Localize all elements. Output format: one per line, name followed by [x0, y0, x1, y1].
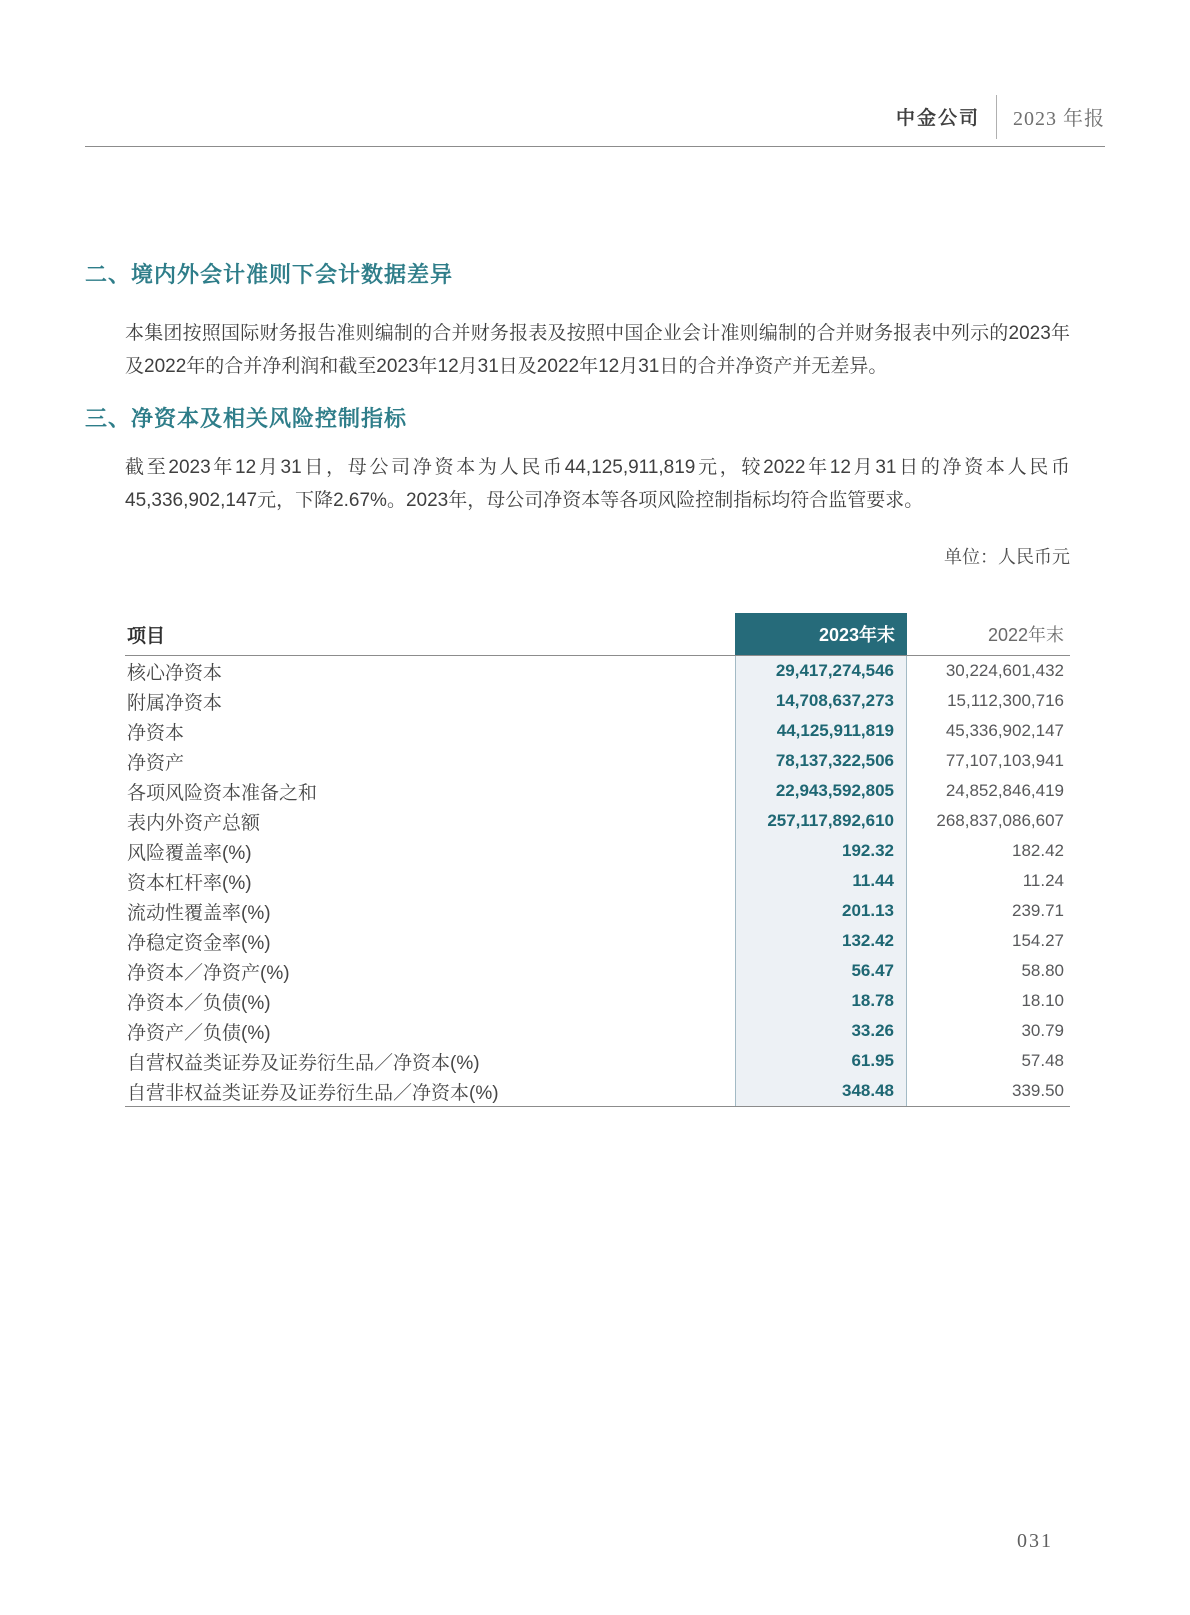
table-row: [125, 896, 1070, 926]
row-value-2022: 30,224,601,432: [945, 661, 1064, 680]
row-value-2022: 18.10: [1021, 991, 1064, 1010]
table-row: [125, 836, 1070, 866]
row-value-2023: 11.44: [735, 866, 907, 896]
row-value-2023: 348.48: [735, 1076, 907, 1106]
row-item-label: 各项风险资本准备之和: [127, 782, 318, 804]
row-item-label: 净资产: [127, 752, 185, 774]
row-value-2022: 77,107,103,941: [945, 751, 1064, 770]
row-value-2023: 78,137,322,506: [735, 746, 907, 776]
column-header-item: 项目: [127, 625, 166, 647]
section-paragraph-accounting-differences: 本集团按照国际财务报告准则编制的合并财务报表及按照中国企业会计准则编制的合并财务报表中列示的2023年及2022年的合并净利润和截至2023年12月31日及2022年12月31日的合并净资产并无差异。: [125, 323, 1070, 377]
table-body: [125, 656, 1070, 1107]
row-item-label: 附属净资本: [127, 692, 223, 714]
row-value-2022: 30.79: [1021, 1021, 1064, 1040]
row-item-label: 净资本／负债(%): [127, 992, 271, 1014]
company-name: 中金公司: [895, 108, 980, 129]
row-value-2022: 268,837,086,607: [936, 811, 1064, 830]
page-content: [85, 147, 1105, 1107]
table-row: [125, 1016, 1070, 1046]
row-value-2022: 15,112,300,716: [947, 691, 1064, 710]
page-header: [85, 95, 1105, 147]
row-value-2023: 33.26: [735, 1016, 907, 1046]
row-item-label: 净稳定资金率(%): [127, 932, 271, 954]
row-item-label: 净资本: [127, 722, 185, 744]
row-item-label: 流动性覆盖率(%): [127, 902, 271, 924]
table-header-row: [125, 613, 1070, 656]
row-value-2022: 45,336,902,147: [945, 721, 1064, 740]
row-value-2022: 57.48: [1021, 1051, 1064, 1070]
table-row: [125, 806, 1070, 836]
row-item-label: 自营非权益类证券及证券衍生品／净资本(%): [127, 1082, 499, 1104]
table-row: [125, 926, 1070, 956]
table-row: [125, 716, 1070, 746]
table-row: [125, 656, 1070, 686]
table-row: [125, 1076, 1070, 1106]
row-value-2022: 24,852,846,419: [945, 781, 1064, 800]
row-value-2023: 22,943,592,805: [735, 776, 907, 806]
section-heading-accounting-differences: 二、境内外会计准则下会计数据差异: [85, 262, 454, 287]
table-row: [125, 956, 1070, 986]
row-value-2023: 132.42: [735, 926, 907, 956]
row-item-label: 净资产／负债(%): [127, 1022, 271, 1044]
row-value-2023: 29,417,274,546: [735, 656, 907, 686]
row-value-2023: 14,708,637,273: [735, 686, 907, 716]
header-divider: [996, 95, 997, 139]
row-item-label: 核心净资本: [127, 662, 223, 684]
table-row: [125, 686, 1070, 716]
report-title: 2023 年报: [1013, 108, 1105, 130]
row-value-2023: 61.95: [735, 1046, 907, 1076]
column-header-2022: 2022年末: [987, 625, 1064, 645]
row-item-label: 资本杠杆率(%): [127, 872, 252, 894]
section-heading-net-capital: 三、净资本及相关风险控制指标: [85, 406, 408, 431]
row-item-label: 表内外资产总额: [127, 812, 261, 834]
row-value-2023: 56.47: [735, 956, 907, 986]
row-value-2023: 201.13: [735, 896, 907, 926]
page-number: 031: [1017, 1530, 1053, 1552]
row-value-2023: 18.78: [735, 986, 907, 1016]
row-value-2022: 11.24: [1022, 871, 1064, 890]
row-item-label: 风险覆盖率(%): [127, 842, 252, 864]
table-unit-label: 单位：人民币元: [944, 547, 1070, 567]
table-row: [125, 1046, 1070, 1076]
row-value-2023: 44,125,911,819: [735, 716, 907, 746]
row-value-2022: 239.71: [1012, 901, 1064, 920]
table-row: [125, 986, 1070, 1016]
row-item-label: 净资本／净资产(%): [127, 962, 290, 984]
row-value-2022: 339.50: [1012, 1081, 1064, 1100]
table-row: [125, 776, 1070, 806]
row-value-2022: 58.80: [1021, 961, 1064, 980]
section-paragraph-net-capital: 截至2023年12月31日，母公司净资本为人民币44,125,911,819元，较2022年12月31日的净资本人民币45,336,902,147元，下降2.67%。2023年，母公司净资本等各项风险控制指标均符合监管要求。: [125, 457, 1070, 511]
row-value-2023: 192.32: [735, 836, 907, 866]
row-value-2022: 182.42: [1012, 841, 1064, 860]
row-item-label: 自营权益类证券及证券衍生品／净资本(%): [127, 1052, 480, 1074]
row-value-2023: 257,117,892,610: [735, 806, 907, 836]
table-row: [125, 866, 1070, 896]
column-header-2023: 2023年末: [735, 613, 907, 655]
table-row: [125, 746, 1070, 776]
risk-indicators-table: [125, 613, 1070, 1107]
row-value-2022: 154.27: [1012, 931, 1064, 950]
